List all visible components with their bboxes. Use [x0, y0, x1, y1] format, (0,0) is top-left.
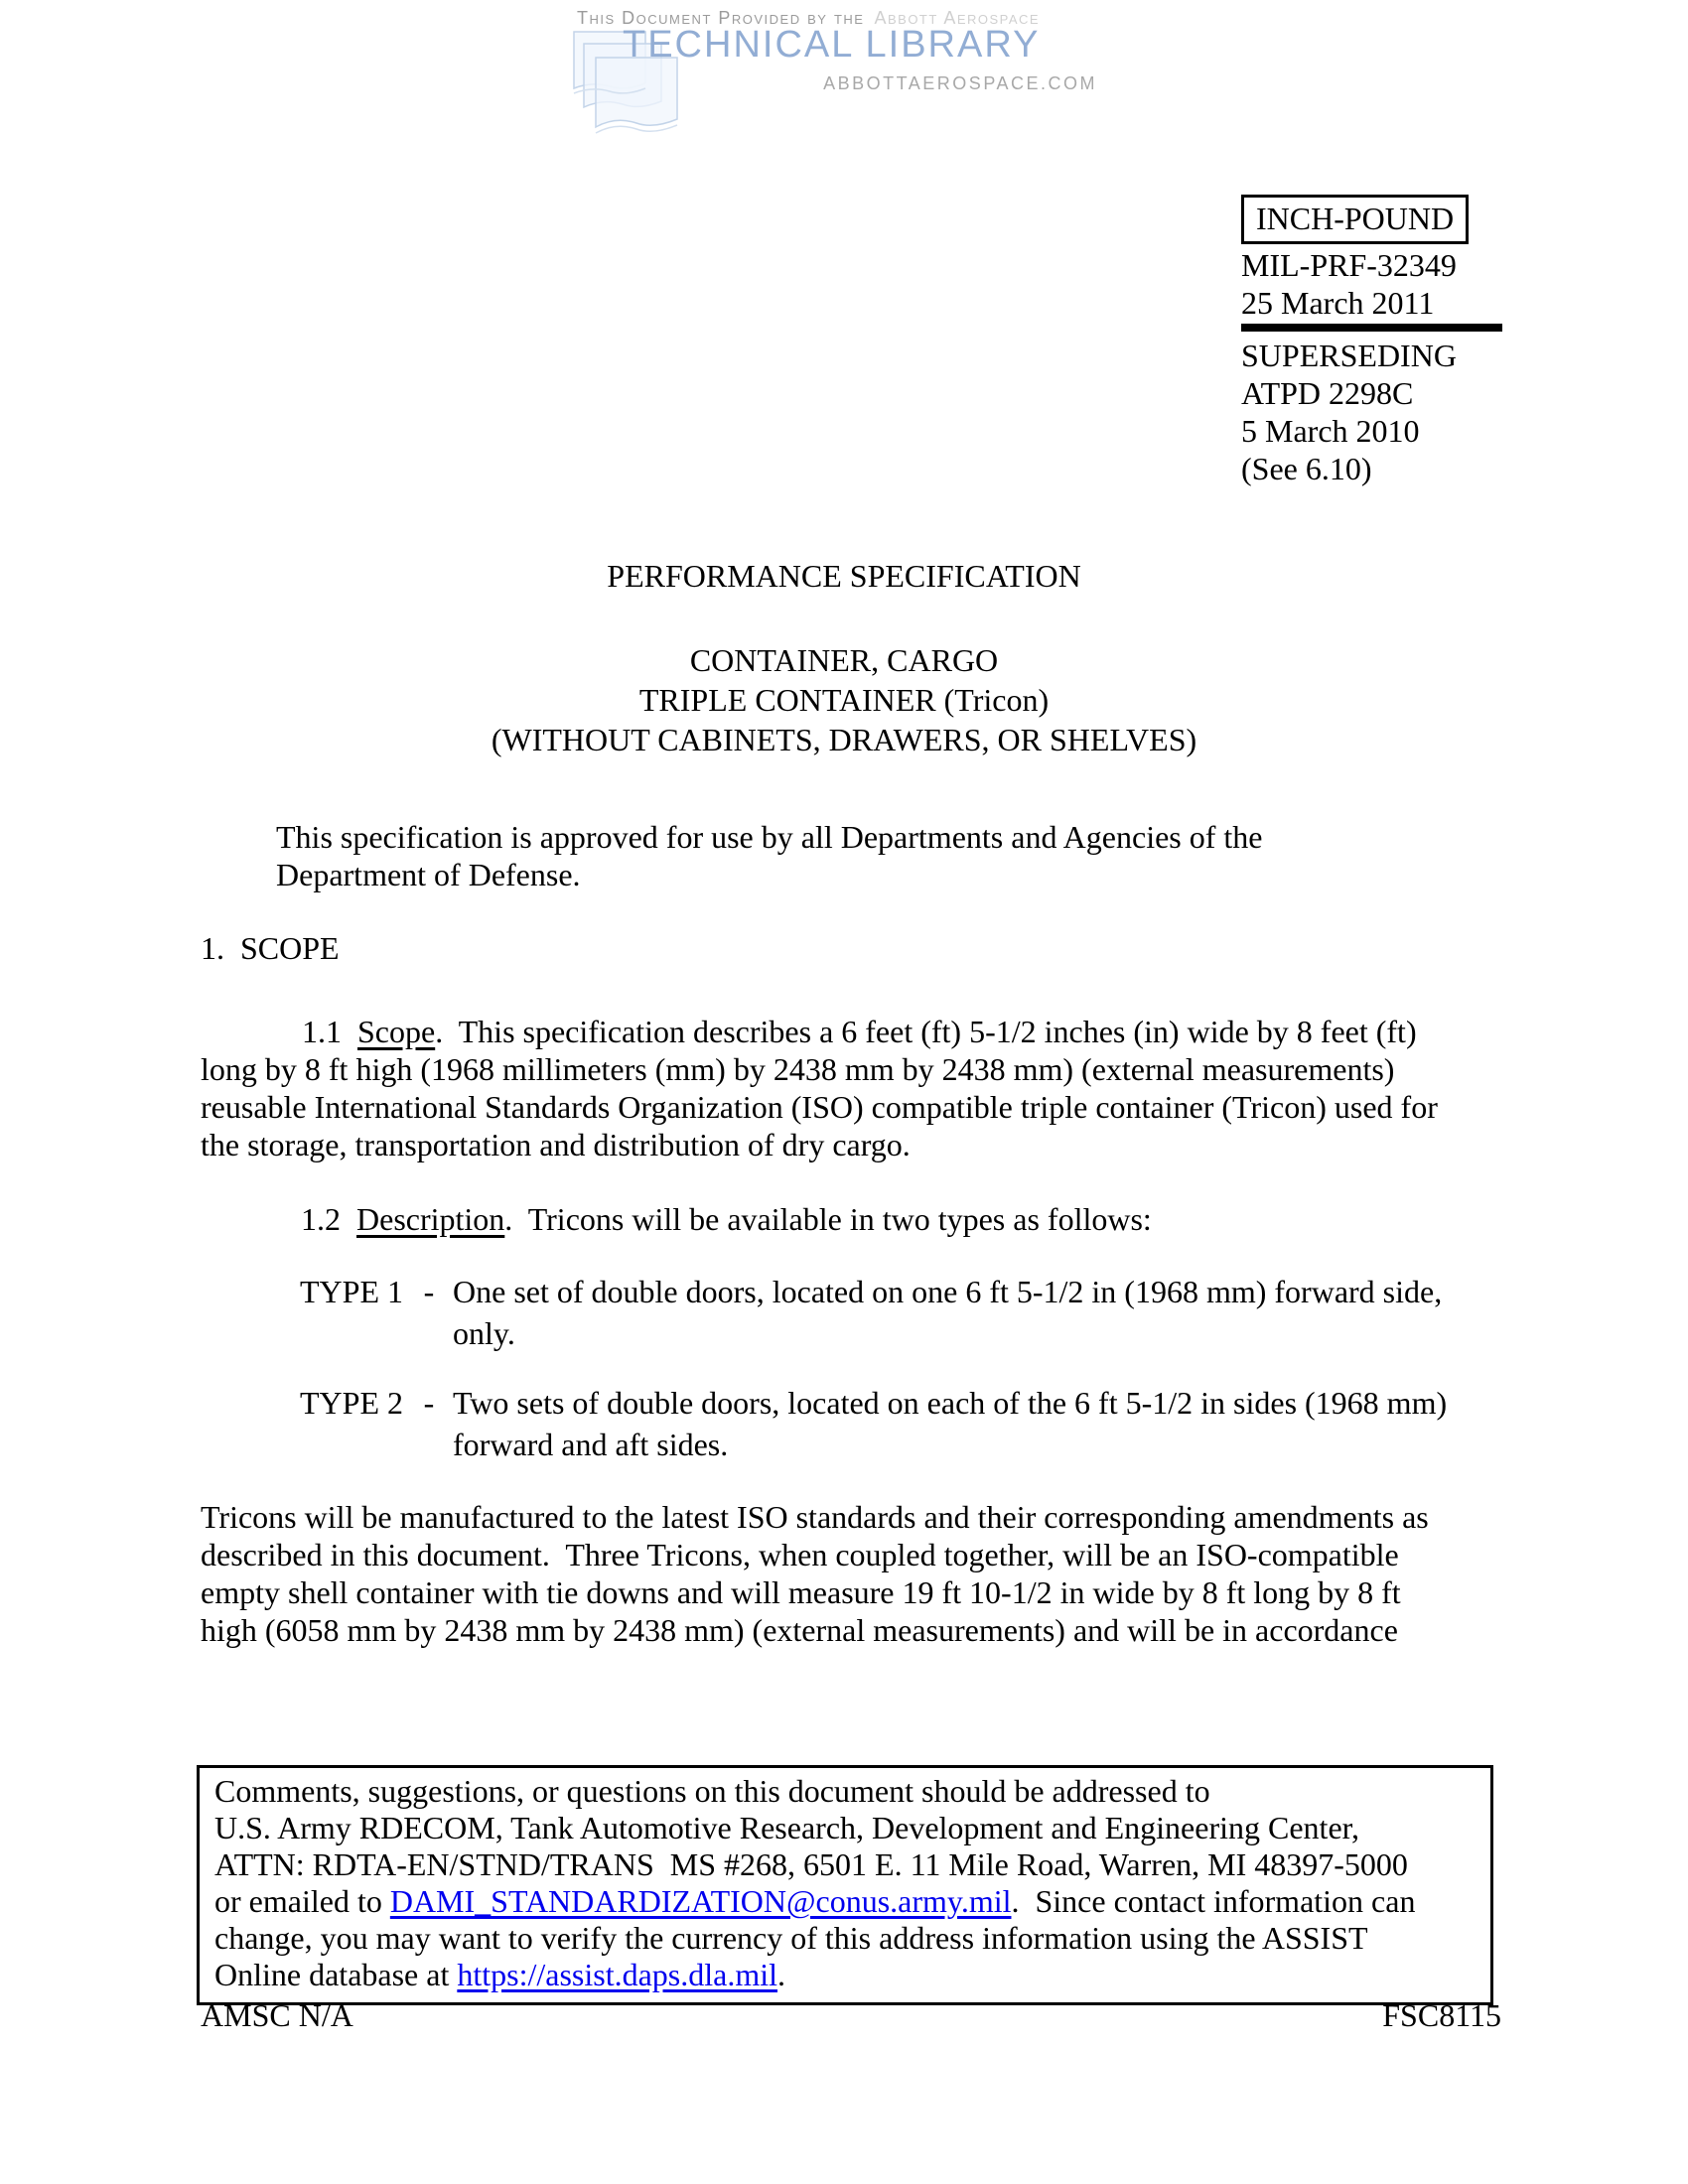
para-1-2-number: 1.2	[301, 1201, 356, 1237]
type-2-item	[201, 1382, 1521, 1465]
spec-type-heading: PERFORMANCE SPECIFICATION	[607, 558, 1081, 594]
type-1-item	[201, 1271, 1521, 1354]
type-2-text-line-1: Two sets of double doors, located on each of the 6 ft 5-1/2 in sides (1968 mm)	[453, 1385, 1448, 1421]
para-1-1-line-3: reusable International Standards Organization (ISO) compatible triple container (Tricon) used for	[201, 1089, 1438, 1125]
type-1-text	[453, 1271, 1521, 1354]
comments-line-1: Comments, suggestions, or questions on this document should be addressed to	[214, 1773, 1210, 1809]
spec-date: 25 March 2011	[1241, 285, 1435, 321]
type-2-dash: -	[423, 1385, 435, 1421]
comments-line-3: ATTN: RDTA-EN/STND/TRANS MS #268, 6501 E. 11 Mile Road, Warren, MI 48397-5000	[214, 1846, 1408, 1882]
logo-library-title: TECHNICAL LIBRARY	[623, 24, 1041, 66]
manufacture-paragraph	[201, 1498, 1521, 1649]
footer-row	[201, 1997, 1501, 2034]
see-note: (See 6.10)	[1241, 451, 1372, 486]
library-logo	[571, 8, 1097, 142]
manufacture-line-1: Tricons will be manufactured to the latest ISO standards and their corresponding amendments as	[201, 1499, 1429, 1535]
superseded-number: ATPD 2298C	[1241, 375, 1414, 411]
comments-line-6-prefix: Online database at	[214, 1957, 458, 1992]
comments-line-4-prefix: or emailed to	[214, 1883, 390, 1919]
comments-line-4-suffix: . Since contact information can	[1011, 1883, 1416, 1919]
para-1-2-rest: . Tricons will be available in two types as follows:	[504, 1201, 1152, 1237]
assist-url-link[interactable]: https://assist.daps.dla.mil	[457, 1957, 778, 1992]
email-link[interactable]: DAMI_STANDARDIZATION@conus.army.mil	[389, 1883, 1012, 1919]
approval-line-2: Department of Defense.	[276, 857, 581, 892]
superseding-label: SUPERSEDING	[1241, 338, 1457, 373]
superseded-date: 5 March 2010	[1241, 413, 1420, 449]
type-1-dash: -	[423, 1274, 435, 1309]
approval-line-1: This specification is approved for use by all Departments and Agencies of the	[276, 819, 1263, 855]
para-1-1-line-4: the storage, transportation and distribution of dry cargo.	[201, 1127, 911, 1162]
type-2-text-line-2: forward and aft sides.	[453, 1427, 729, 1462]
logo-brand-text: Abbott Aerospace	[874, 8, 1041, 28]
comments-line-4	[214, 1883, 1476, 1920]
para-1-2-line-1	[201, 1201, 1521, 1238]
type-1-label: TYPE 1	[300, 1274, 403, 1309]
document-title	[199, 640, 1489, 759]
type-2-text	[453, 1382, 1521, 1465]
para-1-1-rest: . This specification describes a 6 feet (ft) 5-1/2 inches (in) wide by 8 feet (ft)	[435, 1014, 1417, 1049]
spec-divider-rule	[1241, 324, 1502, 332]
paragraph-1-1-scope	[201, 1013, 1521, 1163]
para-1-1-label: Scope	[357, 1014, 436, 1049]
inch-pound-designation: INCH-POUND	[1241, 195, 1469, 244]
spec-document-number: MIL-PRF-32349	[1241, 247, 1457, 283]
fsc-number: FSC8115	[1382, 1997, 1501, 2033]
comments-box	[197, 1765, 1493, 2005]
para-1-2-label: Description	[356, 1201, 505, 1237]
para-1-1-line-2: long by 8 ft high (1968 millimeters (mm) by 2438 mm by 2438 mm) (external measurements)	[201, 1051, 1395, 1087]
comments-line-6	[214, 1957, 1476, 1993]
comments-line-5: change, you may want to verify the currency of this address information using the ASSIST	[214, 1920, 1368, 1956]
spec-identifier-block	[1241, 195, 1502, 487]
title-line-2: TRIPLE CONTAINER (Tricon)	[638, 682, 1050, 718]
para-1-1-line-1	[201, 1013, 1521, 1050]
manufacture-line-2: described in this document. Three Tricons, when coupled together, will be an ISO-compatible	[201, 1537, 1399, 1572]
comments-line-2: U.S. Army RDECOM, Tank Automotive Research, Development and Engineering Center,	[214, 1810, 1360, 1845]
paragraph-1-2-description	[201, 1201, 1521, 1238]
section-1-heading: 1. SCOPE	[201, 930, 340, 966]
amsc-number: AMSC N/A	[201, 1997, 353, 2033]
manufacture-line-4: high (6058 mm by 2438 mm by 2438 mm) (external measurements) and will be in accordance	[201, 1612, 1398, 1648]
manufacture-line-3: empty shell container with tie downs and will measure 19 ft 10-1/2 in wide by 8 ft long by 8 ft	[201, 1574, 1401, 1610]
type-2-label: TYPE 2	[300, 1385, 403, 1421]
para-1-1-number: 1.1	[302, 1014, 357, 1049]
comments-line-6-suffix: .	[777, 1957, 786, 1992]
logo-provided-by-text: This Document Provided by the	[577, 8, 865, 28]
title-line-1: CONTAINER, CARGO	[689, 642, 999, 678]
type-1-text-line-1: One set of double doors, located on one 6 ft 5-1/2 in (1968 mm) forward side,	[453, 1274, 1443, 1309]
title-line-3: (WITHOUT CABINETS, DRAWERS, OR SHELVES)	[491, 722, 1197, 757]
logo-website: ABBOTTAEROSPACE.COM	[823, 73, 1097, 93]
type-1-text-line-2: only.	[453, 1315, 515, 1351]
approval-statement	[276, 818, 1507, 893]
